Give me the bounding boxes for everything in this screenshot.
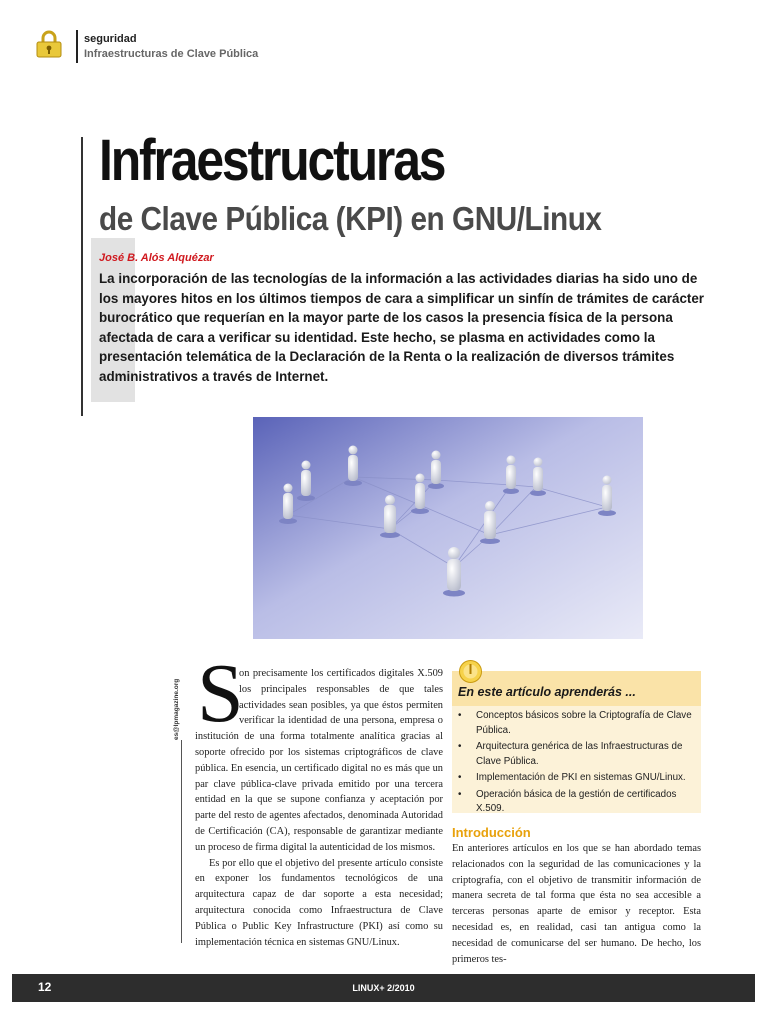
intro-paragraph: En anteriores artículos en los que se han abordado temas relacionados con la seguridad de las comunicaciones y la criptografía, con el objetivo de transmitir información de manera secreta de tal forma que ésta no sea accesible a terceras personas aparte de emisor y receptor. Esta necesidad es, en realidad, casi tan antigua como la necesidad de comunicarse del ser humano. De hecho, los primeros tes- <box>452 843 701 965</box>
header-divider <box>76 30 78 63</box>
section-label: seguridad <box>84 33 137 45</box>
author-name: José B. Alós Alquézar <box>99 252 214 264</box>
list-item: • Arquitectura genérica de las Infraestructuras de Clave Pública. <box>458 741 683 767</box>
list-item: • Implementación de PKI en sistemas GNU/Linux. <box>458 772 686 783</box>
body-paragraph-1: on precisamente los certificados digitales X.509 los principales responsables de que tales actividades sean posibles, ya que éstos permiten verificar la identidad de una persona, empresa o institución de una forma totalmente analítica gracias al soporte ofrecido por los sistemas criptográficos de clave pública. En esencia, un certificado digital no es más que un par clave pública-clave privada emitido por una tercera entidad en la que se supone confianza y aceptación por parte del resto de agentes afectados, denominada Autoridad de Certificación (CA), responsable de garantizar mediante un proceso de firma digital la autenticidad de los mismos. <box>195 668 443 853</box>
network-illustration <box>253 417 643 639</box>
page-number: 12 <box>38 980 52 994</box>
learning-list <box>452 707 701 817</box>
learning-box-header <box>452 671 701 706</box>
topic-label: Infraestructuras de Clave Pública <box>84 48 259 60</box>
page-footer <box>12 974 755 1002</box>
learning-box-title: En este artículo aprenderás ... <box>458 685 636 699</box>
drop-cap: S <box>197 647 244 740</box>
body-paragraph-2: Es por ello que el objetivo del presente artículo consiste en exponer los fundamentos tecnológicos de una arquitectura capaz de dar soporte a esta necesidad; arquitectura conocida como Infraestructura de Clave Pública o Public Key Infrastructure (PKI) así como su implementación técnica en sistemas GNU/Linux. <box>195 857 443 948</box>
article-abstract: La incorporación de las tecnologías de la información a las actividades diarias ha sido uno de los mayores hitos en los últimos tiempos de cara a simplificar un sinfín de trámites de carácter burocrático que requerían en la mayor parte de los casos la presencia física de la persona afectada de cara a verificar su identidad. Este hecho, se plasma en actividades como la presentación telemática de la Declaración de la Renta o la realización de diversos trámites administrativos a través de Internet. <box>99 271 705 384</box>
list-item: • Operación básica de la gestión de certificados X.509. <box>458 788 677 814</box>
padlock-icon <box>34 30 64 58</box>
article-title: Infraestructuras <box>99 128 445 193</box>
title-divider <box>81 137 83 416</box>
column-rule <box>181 740 182 943</box>
section-heading: Introducción <box>452 825 531 840</box>
list-item: • Conceptos básicos sobre la Criptografía de Clave Pública. <box>458 710 692 736</box>
bulb-icon <box>458 659 483 684</box>
learning-box <box>452 671 701 813</box>
body-column-left <box>195 666 443 950</box>
article-subtitle: de Clave Pública (KPI) en GNU/Linux <box>99 200 602 237</box>
magazine-issue: LINUX+ 2/2010 <box>352 983 415 993</box>
contact-email: es@lpmagazine.org <box>173 678 180 740</box>
